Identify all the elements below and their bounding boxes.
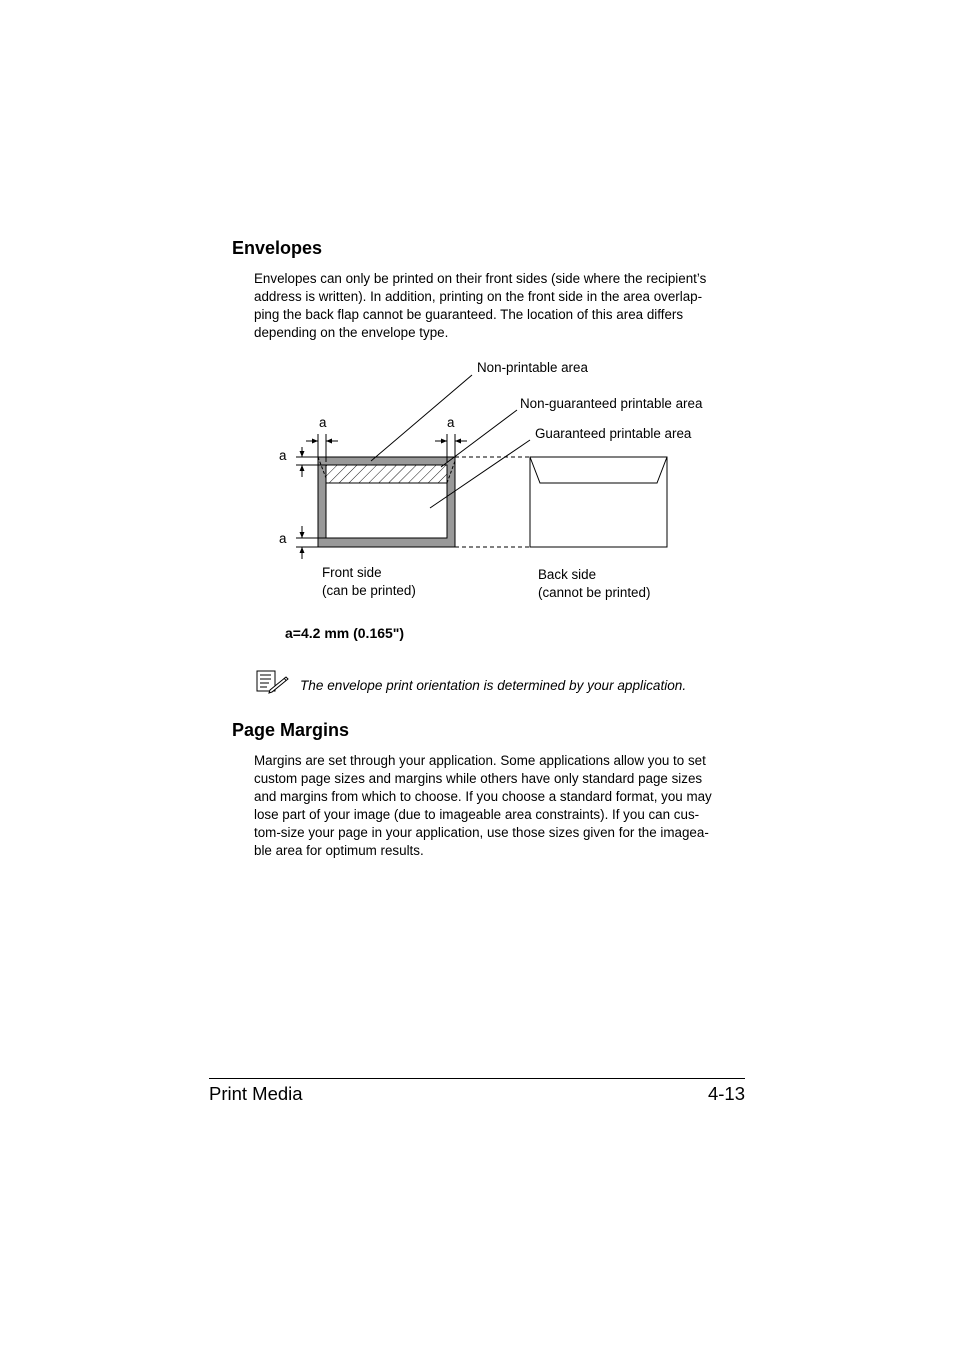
paragraph-line: ble area for optimum results. <box>254 843 424 858</box>
dimension-caption: a=4.2 mm (0.165") <box>285 625 405 641</box>
paragraph-line: custom page sizes and margins while others have only standard page sizes <box>254 771 703 786</box>
note-text: The envelope print orientation is determined by your application. <box>300 678 687 693</box>
front-side-line2: (can be printed) <box>322 583 416 598</box>
label-non-guaranteed-area: Non-guaranteed printable area <box>520 396 703 411</box>
footer-rule <box>209 1078 745 1079</box>
label-guaranteed-area: Guaranteed printable area <box>535 426 692 441</box>
section-heading-envelopes: Envelopes <box>232 238 323 258</box>
back-side-caption <box>538 566 650 602</box>
dimension-label-left-top: a <box>279 448 287 463</box>
paragraph-line: lose part of your image (due to imageable area constraints). If you can cus- <box>254 807 700 822</box>
paragraph-line: ping the back flap cannot be guaranteed. The location of this area differs <box>254 307 684 322</box>
back-envelope <box>530 457 667 547</box>
dimension-label-left-bottom: a <box>279 531 287 546</box>
section-heading-page-margins: Page Margins <box>232 720 350 740</box>
paragraph-line: Margins are set through your application. Some applications allow you to set <box>254 753 706 768</box>
front-envelope <box>318 457 455 547</box>
paragraph-line: depending on the envelope type. <box>254 325 449 340</box>
front-side-caption <box>322 564 416 600</box>
front-side-line1: Front side <box>322 565 382 580</box>
back-side-line1: Back side <box>538 567 597 582</box>
label-non-printable-area: Non-printable area <box>477 360 588 375</box>
non-guaranteed-area <box>326 465 447 483</box>
page-margins-paragraph <box>254 752 712 860</box>
note-pencil-icon <box>256 670 290 694</box>
back-envelope-body <box>530 457 667 547</box>
footer-page-number: 4-13 <box>707 1083 745 1104</box>
dimension-label-top-left: a <box>319 415 327 430</box>
back-side-line2: (cannot be printed) <box>538 585 651 600</box>
paragraph-line: tom-size your page in your application, use those sizes given for the imagea- <box>254 825 709 840</box>
paragraph-line: address is written). In addition, printing on the front side in the area overlap- <box>254 289 703 304</box>
paragraph-line: Envelopes can only be printed on their front sides (side where the recipient’s <box>254 271 707 286</box>
paragraph-line: and margins from which to choose. If you choose a standard format, you may <box>254 789 712 804</box>
footer-section-title: Print Media <box>209 1083 303 1104</box>
leader-non-printable <box>371 375 472 461</box>
dimension-label-top-right: a <box>447 415 455 430</box>
